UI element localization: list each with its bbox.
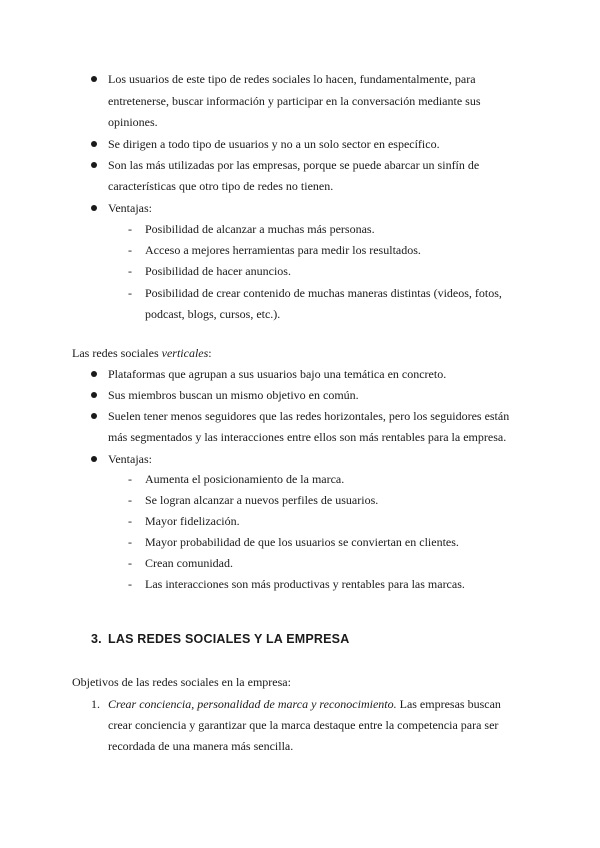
s3-item1-rest: Las empresas buscan <box>396 697 501 711</box>
bullet-dot <box>91 371 97 377</box>
s2-ventaja6: Las interacciones son más productivas y rentables para las marcas. <box>145 577 465 591</box>
s3-item1-italic: Crear conciencia, personalidad de marca y reconocimiento. <box>108 697 397 711</box>
s2-intro <box>72 346 212 360</box>
s1-ventaja4-line1: Posibilidad de crear contenido de muchas maneras distintas (videos, fotos, <box>145 286 502 300</box>
dash-marker: - <box>128 514 132 528</box>
s2-ventaja1: Aumenta el posicionamiento de la marca. <box>145 472 345 486</box>
s1-ventaja2: Acceso a mejores herramientas para medir los resultados. <box>145 243 421 257</box>
s3-intro: Objetivos de las redes sociales en la empresa: <box>72 675 291 689</box>
s1-ventaja4-line2: podcast, blogs, cursos, etc.). <box>145 307 281 321</box>
s1-bullet3-line1: Son las más utilizadas por las empresas, porque se puede abarcar un sinfín de <box>108 158 480 172</box>
dash-marker: - <box>128 493 132 507</box>
s1-ventaja3: Posibilidad de hacer anuncios. <box>145 264 291 278</box>
dash-marker: - <box>128 243 132 257</box>
s2-intro-prefix: Las redes sociales <box>72 346 162 360</box>
s3-item1-number: 1. <box>91 697 100 711</box>
dash-marker: - <box>128 286 132 300</box>
dash-marker: - <box>128 535 132 549</box>
section-number: 3. <box>91 632 102 646</box>
s2-bullet3-line1: Suelen tener menos seguidores que las redes horizontales, pero los seguidores están <box>108 409 510 423</box>
section-title: LAS REDES SOCIALES Y LA EMPRESA <box>108 632 350 646</box>
s2-ventaja5: Crean comunidad. <box>145 556 233 570</box>
s1-bullet2: Se dirigen a todo tipo de usuarios y no a un solo sector en específico. <box>108 137 440 151</box>
bullet-dot <box>91 456 97 462</box>
dash-marker: - <box>128 556 132 570</box>
s2-bullet2: Sus miembros buscan un mismo objetivo en común. <box>108 388 359 402</box>
dash-marker: - <box>128 264 132 278</box>
s2-intro-italic: verticales <box>161 346 209 360</box>
s3-item1-line1 <box>108 697 501 711</box>
s2-ventaja3: Mayor fidelización. <box>145 514 240 528</box>
dash-marker: - <box>128 472 132 486</box>
dash-marker: - <box>128 577 132 591</box>
s2-bullet4: Ventajas: <box>108 452 152 466</box>
s1-ventaja1: Posibilidad de alcanzar a muchas más personas. <box>145 222 375 236</box>
s1-bullet1-line1: Los usuarios de este tipo de redes sociales lo hacen, fundamentalmente, para <box>108 72 476 86</box>
bullet-dot <box>91 205 97 211</box>
s3-item1-line2: crear conciencia y garantizar que la marca destaque entre la competencia para ser <box>108 718 499 732</box>
bullet-dot <box>91 162 97 168</box>
bullet-dot <box>91 392 97 398</box>
dash-marker: - <box>128 222 132 236</box>
s2-ventaja4: Mayor probabilidad de que los usuarios se conviertan en clientes. <box>145 535 459 549</box>
s1-bullet4: Ventajas: <box>108 201 152 215</box>
bullet-dot <box>91 76 97 82</box>
s2-bullet3-line2: más segmentados y las interacciones entre ellos son más rentables para la empresa. <box>108 430 507 444</box>
s3-item1-line3: recordada de una manera más sencilla. <box>108 739 294 753</box>
s1-bullet3-line2: características que otro tipo de redes no tienen. <box>108 179 334 193</box>
bullet-dot <box>91 141 97 147</box>
s2-ventaja2: Se logran alcanzar a nuevos perfiles de usuarios. <box>145 493 379 507</box>
bullet-dot <box>91 413 97 419</box>
s2-bullet1: Plataformas que agrupan a sus usuarios bajo una temática en concreto. <box>108 367 447 381</box>
s1-bullet1-line2: entretenerse, buscar información y participar en la conversación mediante sus <box>108 94 481 108</box>
s1-bullet1-line3: opiniones. <box>108 115 158 129</box>
s2-intro-suffix: : <box>208 346 212 360</box>
